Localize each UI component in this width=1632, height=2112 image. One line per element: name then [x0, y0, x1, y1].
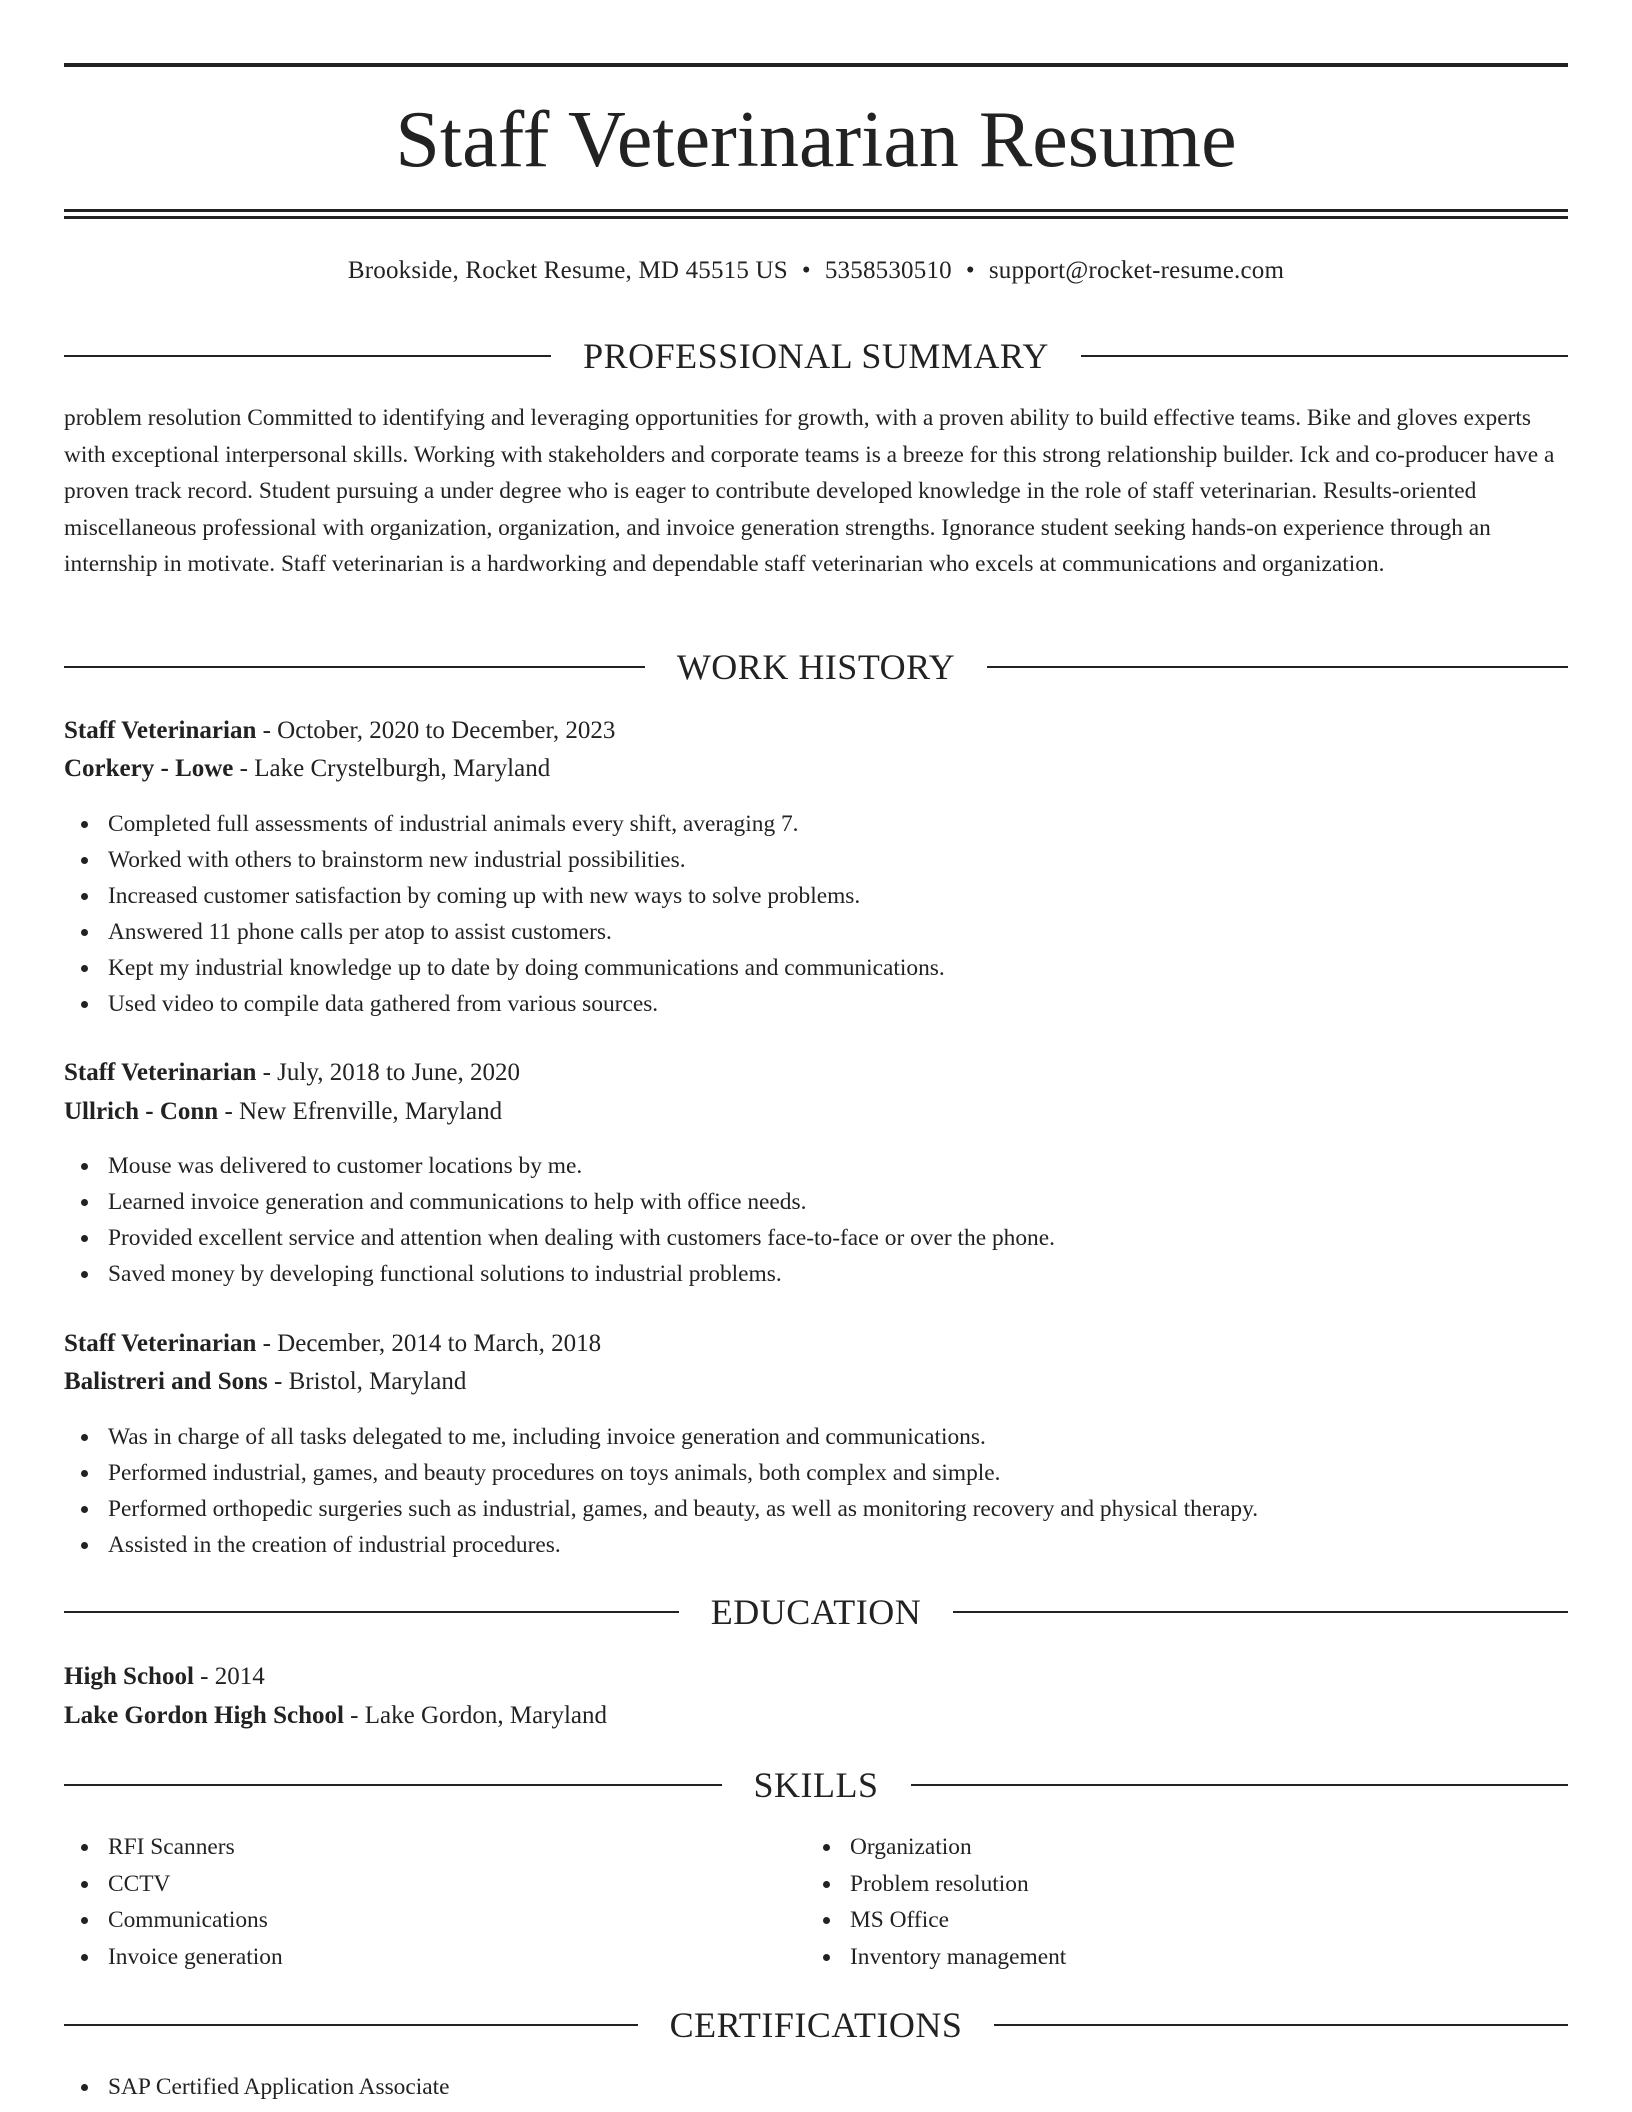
skill-item: MS Office — [806, 1902, 1546, 1939]
top-rule — [64, 63, 1568, 67]
section-header-work — [64, 645, 1568, 689]
section-rule-left — [64, 1784, 722, 1786]
education-school-line — [64, 1699, 1568, 1733]
job-company-line — [64, 752, 1568, 786]
job-location: - Bristol, Maryland — [267, 1368, 467, 1395]
section-rule-right — [953, 1611, 1568, 1613]
job-bullet: Completed full assessments of industrial animals every shift, averaging 7. — [64, 806, 1568, 842]
job-bullet: Provided excellent service and attention when dealing with customers face-to-face or over the phone. — [64, 1220, 1568, 1256]
section-header-skills — [64, 1763, 1568, 1807]
section-title-summary: PROFESSIONAL SUMMARY — [583, 336, 1049, 376]
contact-location: Brookside, Rocket Resume, MD 45515 US — [347, 257, 788, 284]
job-bullet: Assisted in the creation of industrial procedures. — [64, 1527, 1568, 1563]
job-company-line — [64, 1365, 1568, 1399]
section-header-summary — [64, 334, 1568, 378]
skill-item: Organization — [806, 1829, 1546, 1866]
job-bullet: Kept my industrial knowledge up to date by doing communications and communications. — [64, 950, 1568, 986]
section-rule-right — [994, 2024, 1568, 2026]
section-header-education — [64, 1590, 1568, 1634]
job-title-line — [64, 714, 1568, 748]
skills-list-left — [64, 1829, 804, 1975]
education-location: - Lake Gordon, Maryland — [343, 1702, 608, 1729]
contact-line — [64, 254, 1568, 288]
job-bullet: Used video to compile data gathered from various sources. — [64, 986, 1568, 1022]
job-company: Balistreri and Sons — [64, 1368, 268, 1395]
job-title-line — [64, 1327, 1568, 1361]
section-rule-left — [64, 355, 551, 357]
section-rule-left — [64, 666, 645, 668]
job-location: - New Efrenville, Maryland — [218, 1098, 503, 1125]
education-degree-line — [64, 1660, 1568, 1694]
section-title-education: EDUCATION — [710, 1592, 922, 1632]
education-year: - 2014 — [193, 1663, 265, 1690]
job-dates: - December, 2014 to March, 2018 — [256, 1330, 602, 1357]
job-company-line — [64, 1095, 1568, 1129]
page-title: Staff Veterinarian Resume — [395, 96, 1237, 184]
section-title-work: WORK HISTORY — [676, 647, 956, 687]
certifications-list — [64, 2069, 1568, 2105]
job-bullet: Learned invoice generation and communications to help with office needs. — [64, 1184, 1568, 1220]
job-bullet: Performed industrial, games, and beauty procedures on toys animals, both complex and simple. — [64, 1455, 1568, 1491]
summary-text: problem resolution Committed to identifying and leveraging opportunities for growth, with a proven ability to build effective teams. Bike and gloves experts with exceptional interpersonal skills. Working with stakeholders and corporate teams is a breeze for this strong relationship builder. Ick and co-producer have a proven track record. Student pursuing a under degree who is eager to contribute developed knowledge in the role of staff veterinarian. Results-oriented miscellaneous professional with organization, organization, and invoice generation strengths. Ignorance student seeking hands-on experience through an internship in motivate. Staff veterinarian is a hardworking and dependable staff veterinarian who excels at communications and organization. — [64, 405, 1555, 577]
section-header-certifications — [64, 2003, 1568, 2047]
skill-item: Inventory management — [806, 1939, 1546, 1976]
job-company: Ullrich - Conn — [64, 1098, 219, 1125]
skill-item: RFI Scanners — [64, 1829, 804, 1866]
section-rule-left — [64, 1611, 679, 1613]
title-rule-upper — [64, 209, 1568, 212]
section-title-certifications: CERTIFICATIONS — [669, 2005, 963, 2045]
job-bullet: Worked with others to brainstorm new industrial possibilities. — [64, 842, 1568, 878]
section-title-skills: SKILLS — [753, 1765, 879, 1805]
contact-separator: • — [801, 257, 811, 284]
job-bullet: Performed orthopedic surgeries such as industrial, games, and beauty, as well as monitoring recovery and physical therapy. — [64, 1491, 1568, 1527]
contact-separator: • — [965, 257, 975, 284]
title-rule-lower — [64, 216, 1568, 219]
section-rule-left — [64, 2024, 638, 2026]
skill-item: CCTV — [64, 1866, 804, 1903]
education-school: Lake Gordon High School — [64, 1702, 344, 1729]
job-title: Staff Veterinarian — [64, 1059, 257, 1086]
job-location: - Lake Crystelburgh, Maryland — [233, 755, 551, 782]
skill-item: Communications — [64, 1902, 804, 1939]
skills-list-right — [806, 1829, 1546, 1975]
job-bullet: Answered 11 phone calls per atop to assist customers. — [64, 914, 1568, 950]
skill-item: Problem resolution — [806, 1866, 1546, 1903]
job-bullet: Saved money by developing functional solutions to industrial problems. — [64, 1256, 1568, 1292]
certification-item: SAP Certified Application Associate — [64, 2069, 1568, 2105]
section-rule-right — [911, 1784, 1569, 1786]
contact-phone: 5358530510 — [824, 257, 952, 284]
job-bullet: Was in charge of all tasks delegated to me, including invoice generation and communications. — [64, 1419, 1568, 1455]
job-bullet-list — [64, 1148, 1568, 1292]
job-dates: - July, 2018 to June, 2020 — [256, 1059, 521, 1086]
job-title: Staff Veterinarian — [64, 1330, 257, 1357]
skill-item: Invoice generation — [64, 1939, 804, 1976]
job-bullet-list — [64, 806, 1568, 1022]
job-title: Staff Veterinarian — [64, 717, 257, 744]
section-rule-right — [1081, 355, 1568, 357]
education-degree: High School — [64, 1663, 194, 1690]
job-company: Corkery - Lowe — [64, 755, 234, 782]
job-bullet: Mouse was delivered to customer locations by me. — [64, 1148, 1568, 1184]
job-dates: - October, 2020 to December, 2023 — [256, 717, 616, 744]
job-bullet: Increased customer satisfaction by coming up with new ways to solve problems. — [64, 878, 1568, 914]
contact-email: support@rocket-resume.com — [988, 257, 1285, 284]
job-title-line — [64, 1056, 1568, 1090]
section-rule-right — [987, 666, 1568, 668]
job-bullet-list — [64, 1419, 1568, 1563]
